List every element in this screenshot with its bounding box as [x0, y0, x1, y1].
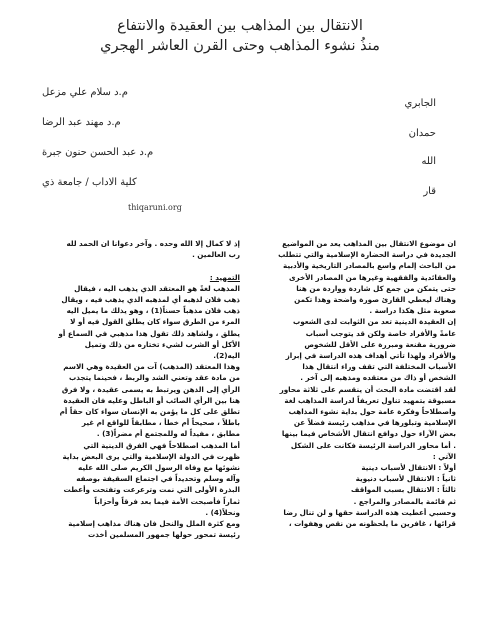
text-line: ثالثاً : الانتقال بسبب المواقف: [351, 485, 456, 495]
text-line: أما المذهب اصطلاحاً فهي الفرق الدينية التي: [83, 440, 240, 450]
preface-column: [20, 238, 240, 540]
text-line: اليه(2).: [213, 351, 240, 361]
surname-1: الجابري: [404, 98, 436, 109]
author-1: م.د سلام علي مزعل: [42, 87, 128, 98]
author-2: م.د مهند عبد الرضا: [42, 117, 121, 128]
author-3: م.د عبد الحسن حنون جبرة: [42, 147, 154, 158]
text-line: وهناك ليعطي القارئ صورة واضحة وهذا تكمن: [294, 295, 456, 305]
text-line: والعقائدية والفقهية وغيرها من المصادر الأخرى: [288, 272, 456, 282]
text-line: ذهب فلان مذهباً حسناً(1) ، وهو يذلك ما يميل اليه: [66, 306, 240, 316]
text-line: يطلق ، ولشاهد ذلك تقول هذا مذهبي في السماع أو: [58, 328, 240, 338]
text-line: صعوبة مثل هكذا دراسة .: [369, 306, 456, 316]
text-line: رئيسة تمحور حولها جمهور المسلمين أخذت: [88, 530, 240, 540]
text-line: عامةً والأفراد خاصة ولكن قد يتوجب أسباب: [305, 328, 456, 338]
text-line: من الباحث إلمام واسع بالمصادر التاريخية والأدبية: [283, 261, 456, 271]
text-line: ان موضوع الانتقال بين المذاهب يعد من المواضيع: [282, 239, 456, 248]
text-line: الأكل أو الشرب لشيء تختاره من ذلك وتميل: [84, 339, 240, 349]
text-line: البذرة الأولى التي نمت وترعرعت وتفتحت وأعطت: [63, 485, 240, 495]
text-line: الرأي إلى الذهن ويرتبط به يسمى عقيدة ، ولا فرق: [61, 384, 240, 394]
site-watermark: thiqaruni.org: [128, 203, 182, 212]
text-line: نشوئها مع وفاة الرسول الكريم صلى الله عليه: [78, 463, 240, 473]
text-line: المرء من الطرق سواء كان يطلق القول فيه أو لا: [70, 317, 240, 327]
text-line: الشخص أو ذاك من معتقده ومذهبه إلى آخر .: [300, 373, 456, 383]
text-line: التمهيد :: [209, 272, 240, 282]
text-line: ثانياً : الانتقال لأسباب دنيوية: [355, 474, 456, 484]
title-line-2: منذُ نشوء المذاهب وحتى القرن العاشر الهجري: [100, 38, 380, 54]
abstract-column: [236, 238, 456, 529]
text-line: وهذا المعتقد (المذهب) آت من العقيدة وهي الاسم: [63, 362, 240, 372]
text-line: ونحلاً(4) .: [205, 507, 240, 517]
text-line: الجديدة في دراسة الحضارة الإسلامية والتي تتطلب: [278, 250, 456, 260]
text-line: والأفراد ولهذا تأتي أهداف هذه الدراسة في إبراز: [285, 351, 456, 361]
text-line: ومع كثرة الملل والنحل فان هناك مذاهب إسلامية: [68, 519, 240, 529]
text-line: ثم قائمة بالمصادر والمراجع .: [353, 496, 456, 506]
text-line: هنا بين الرأي الصائب أو الباطل وعليه فان العقيدة: [63, 395, 240, 405]
text-line: إن العقيدة الدينية تعد من الثوابت لدى الشعوب: [293, 317, 456, 327]
text-line: رب العالمين .: [192, 250, 240, 260]
text-line: أولاً : الانتقال لأسباب دينية: [361, 463, 456, 473]
title-line-1: الانتقال بين المذاهب بين العقيدة والانتفاع: [117, 18, 363, 34]
text-line: تطلق على كل ما يؤمن به الإنسان سواء كان حقاً أم: [59, 407, 240, 417]
text-line: ذهب فلان لذهبه أي لمذهبه الذي يذهب فيه ، ويقال: [61, 295, 240, 305]
text-line: الأسباب المختلفة التي تقف وراء انتقال هذا: [302, 362, 456, 372]
surname-2: حمدان: [408, 128, 436, 139]
text-line: ضرورية مقنعة ومبررة على الأقل للشخوص: [304, 339, 456, 349]
text-line: الإسلامية وتبلورها في مذاهب رئيسة فضلاً عن: [293, 418, 456, 428]
text-line: الآتي :: [432, 451, 456, 461]
text-line: مطابق ، مفيداً له وللمجتمع أم مضراً(3) .: [96, 429, 240, 439]
text-line: بعض الآراء حول دوافع انتقال الأشخاص فيما بينها: [281, 429, 456, 439]
text-line: حتى يتمكن من جمع كل شاردة وواردة من هنا: [296, 283, 456, 293]
text-line: . أما محاور الدراسة الرئيسة فكانت على الشكل: [290, 440, 456, 450]
text-line: واصطلاحاً وفكرة عامة حول بداية نشوء المذاهب: [288, 407, 456, 417]
text-line: لقد اقتضت مادة البحث أن ينقسم على ثلاثة محاور: [279, 384, 456, 394]
surname-3: الله: [421, 156, 436, 167]
text-line: المذهب لغةً هو المعتقد الذي يذهب اليه ، فيقال: [74, 283, 240, 293]
text-line: إذ لا كمال إلا الله وحده . وآخر دعوانا ان الحمد لله: [66, 239, 240, 248]
text-line: وحسبي أعطيت هذه الدراسة حقها و لن تنال رضا: [283, 507, 456, 517]
text-line: قرائها ، غافرين ما يلحظونه من نقص وهفوات ،: [288, 519, 456, 529]
text-line: من مادة عقد وتعني الشد والربط ، فحينما يتجذب: [69, 373, 240, 383]
text-line: مسبوقة بتمهيد تناول تعريفاً لدراسة المذاهب لغة: [284, 395, 456, 405]
text-line: وآله وسلم وتحديداً في اجتماع السقيفة بوصفه: [76, 474, 240, 484]
text-line: باطلاً ، صحيحاً أم خطأ ، مطابقاً للواقع ام غير: [81, 418, 240, 428]
surname-4: قار: [423, 186, 436, 197]
author-affiliation: كلية الاداب / جامعة ذي: [42, 177, 137, 188]
text-line: ظهرت في الدولة الإسلامية والتي يرى البعض بداية: [62, 451, 240, 461]
text-line: ثماراً فأصبحت الأمة فيما بعد فرقاً وأحزاباً: [94, 496, 240, 506]
text-line: [20, 260, 240, 271]
